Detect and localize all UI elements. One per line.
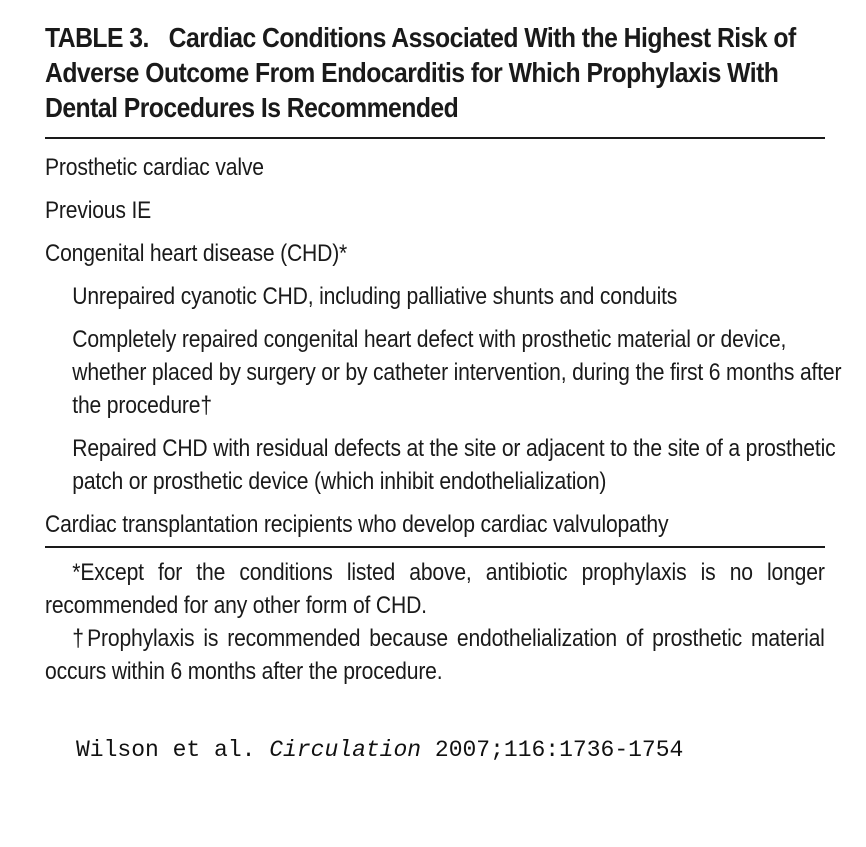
table-title	[45, 20, 824, 125]
citation-authors: Wilson et al.	[76, 737, 256, 763]
citation-journal: Circulation	[269, 737, 422, 763]
table-body	[45, 139, 842, 546]
table-row: Cardiac transplantation recipients who develop cardiac valvulopathy	[45, 511, 669, 538]
table-subrow: Completely repaired congenital heart defect with prosthetic material or device, whether placed by surgery or by catheter intervention, during the first 6 months after the procedure†	[72, 326, 842, 419]
table-bottom-rule	[45, 546, 825, 548]
footnote: *Except for the conditions listed above, antibiotic prophylaxis is no longer recommended for any other form of CHD.	[45, 559, 825, 619]
table-figure	[45, 20, 842, 688]
table-row: Congenital heart disease (CHD)*	[45, 240, 348, 267]
table-title-text: Cardiac Conditions Associated With the Highest Risk of Adverse Outcome From Endocarditis for Which Prophylaxis With Dental Procedures Is Recommended	[45, 22, 796, 123]
table-row: Previous IE	[45, 197, 152, 224]
citation	[76, 735, 683, 765]
table-row: Prosthetic cardiac valve	[45, 154, 264, 181]
table-label: TABLE 3.	[45, 22, 149, 53]
citation-reference: 2007;116:1736-1754	[434, 737, 684, 763]
table-footnotes	[45, 556, 825, 688]
table-subrow: Repaired CHD with residual defects at the site or adjacent to the site of a prosthetic patch or prosthetic device (which inhibit endothelialization)	[72, 435, 836, 495]
table-subrow: Unrepaired cyanotic CHD, including palliative shunts and conduits	[72, 283, 678, 310]
footnote: †Prophylaxis is recommended because endothelialization of prosthetic material occurs within 6 months after the procedure.	[45, 625, 825, 685]
